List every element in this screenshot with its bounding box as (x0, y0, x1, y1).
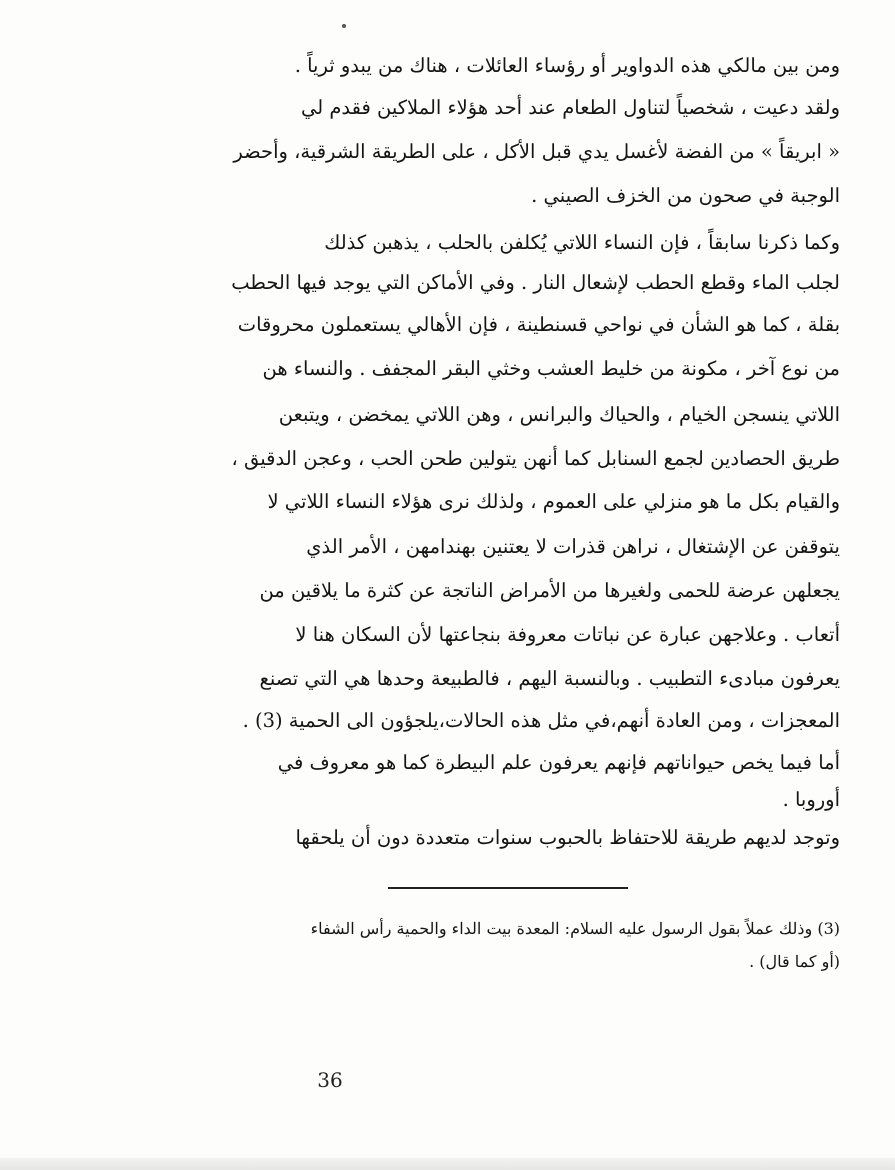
text-line: ومن بين مالكي هذه الدواوير أو رؤساء العائلات ، هناك من يبدو ثرياً . (294, 54, 840, 77)
text-line: أوروبا . (782, 788, 840, 811)
text-line: يجعلهن عرضة للحمى ولغيرها من الأمراض الناتجة عن كثرة ما يلاقين من (259, 579, 840, 602)
text-line: اللاتي ينسجن الخيام ، والحياك والبرانس ، وهن اللاتي يمخضن ، ويتبعن (278, 403, 840, 426)
text-line: وتوجد لديهم طريقة للاحتفاظ بالحبوب سنوات متعددة دون أن يلحقها (295, 826, 840, 849)
footnote (22, 912, 840, 978)
text-line: طريق الحصادين لجمع السنابل كما أنهن يتولين طحن الحب ، وعجن الدقيق ، (231, 447, 840, 470)
text-line: يعرفون مبادىء التطبيب . وبالنسبة اليهم ، فالطبيعة وحدها هي التي تصنع (259, 667, 840, 690)
footnote-line: (أو كما قال) . (749, 952, 840, 971)
text-line: لجلب الماء وقطع الحطب لإشعال النار . وفي الأماكن التي يوجد فيها الحطب (231, 271, 840, 294)
text-line: أما فيما يخص حيواناتهم فإنهم يعرفون علم البيطرة كما هو معروف في (277, 751, 840, 774)
text-line: أتعاب . وعلاجهن عبارة عن نباتات معروفة بنجاعتها لأن السكان هنا لا (295, 623, 840, 646)
text-line: ولقد دعيت ، شخصياً لتناول الطعام عند أحد هؤلاء الملاكين فقدم لي (300, 96, 840, 119)
text-line: المعجزات ، ومن العادة أنهم،في مثل هذه الحالات،يلجؤون الى الحمية (3) . (242, 709, 840, 732)
text-line: وكما ذكرنا سابقاً ، فإن النساء اللاتي يُكلفن بالحلب ، يذهبن كذلك (324, 231, 840, 254)
text-line: الوجبة في صحون من الخزف الصيني . (531, 184, 840, 207)
footnote-line: (3) وذلك عملاً بقول الرسول عليه السلام: المعدة بيت الداء والحمية رأس الشفاء (310, 919, 840, 938)
text-line: « ابريقاً » من الفضة لأغسل يدي قبل الأكل ، على الطريقة الشرقية، وأحضر (233, 140, 840, 163)
scan-speck (342, 24, 346, 28)
page-number: 36 (317, 1068, 343, 1092)
text-line: والقيام بكل ما هو منزلي على العموم ، ولذلك نرى هؤلاء النساء اللاتي لا (267, 490, 840, 513)
footnote-separator (388, 887, 628, 889)
text-line: يتوقفن عن الإشتغال ، نراهن قذرات لا يعتنين بهندامهن ، الأمر الذي (306, 535, 840, 558)
text-line: من نوع آخر ، مكونة من خليط العشب وخثي البقر المجفف . والنساء هن (262, 357, 840, 380)
text-line: بقلة ، كما هو الشأن في نواحي قسنطينة ، فإن الأهالي يستعملون محروقات (237, 313, 840, 336)
page-bottom-edge (0, 1158, 895, 1170)
